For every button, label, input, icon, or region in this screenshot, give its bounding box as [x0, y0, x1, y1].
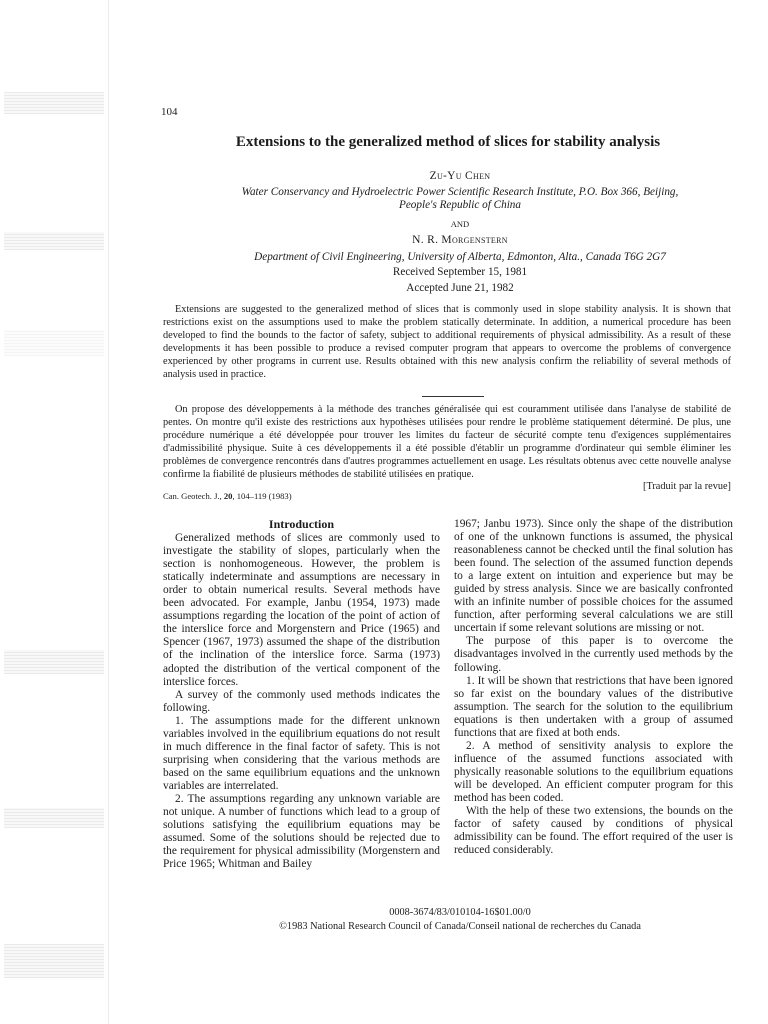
citation-volume: 20	[223, 491, 233, 501]
translator-note: [Traduit par la revue]	[643, 481, 731, 492]
author-name: Zu-Yu Chen	[429, 170, 491, 182]
scan-smudge	[4, 330, 104, 356]
page-fold-line	[108, 0, 109, 1024]
author-affiliation: Department of Civil Engineering, University of Alberta, Edmonton, Alta., Canada T6G 2G7	[254, 251, 666, 263]
citation-prefix: Can. Geotech. J.,	[163, 491, 224, 501]
received-date: Received September 15, 1981	[392, 266, 528, 278]
author-name: N. R. Morgenstern	[412, 234, 508, 246]
author-affiliation: Water Conservancy and Hydroelectric Power Scientific Research Institute, P.O. Box 366, Beijing,	[241, 186, 679, 198]
accepted-date: Accepted June 21, 1982	[406, 282, 514, 294]
author-affiliation: People's Republic of China	[398, 199, 521, 211]
body-paragraph: Generalized methods of slices are commonly used to investigate the stability of slopes, particularly when the section is nonhomogeneous. However, the problem is statically indeterminate and assumptions are necessary in order to obtain numerical results. Several methods have been advocated. For example, Janbu (1954, 1973) made assumptions regarding the location of the point of action of the interslice force and Morgenstern and Price (1965) and Spencer (1967, 1973) assumed the shape of the distribution of the inclination of the interslice force. Sarma (1973) adopted the distribution of the vertical component of the interslice forces.	[163, 532, 440, 688]
scan-smudge	[4, 232, 104, 250]
journal-citation	[163, 491, 292, 501]
footer-copyright: ©1983 National Research Council of Canada/Conseil national de recherches du Canada	[279, 921, 641, 932]
abstract-english-text: Extensions are suggested to the generalized method of slices that is commonly used in slope stability analysis. It is shown that restrictions exist on the assumptions used to make the problem statically determinate. In addition, a numerical procedure has been developed to find the bounds to the factor of safety, subject to additional requirements of physical admissibility. As a result of these developments it has been possible to produce a revised computer program that appears to overcome the problems of convergence experienced by other programs in current use. Results obtained with this new analysis confirm the reliability of several methods of analysis used in practice.	[163, 304, 731, 380]
body-column-right	[454, 518, 733, 857]
body-paragraph: 1. It will be shown that restrictions that have been ignored so far exist on the boundary values of the distributive assumption. The search for the solution to the equilibrium equations is then undertaken with a group of assumed functions that are fixed at both ends.	[454, 674, 733, 739]
body-paragraph: 1. The assumptions made for the different unknown variables involved in the equilibrium equations do not result in much difference in the final factor of safety. This is not surprising when considering that the various methods are based on the same equilibrium equations and the unknown variables are interrelated.	[163, 714, 440, 792]
citation-suffix: , 104–119 (1983)	[232, 491, 292, 501]
abstract-french-text: On propose des développements à la méthode des tranches généralisée qui est couramment utilisée dans l'analyse de stabilité de pentes. On montre qu'il existe des restrictions aux hypothèses utilisées pour rendre le problème statiquement déterminé. De plus, une procédure numérique a été développée pour trouver les limites du facteur de sécurité compte tenu d'exigences supplémentaires d'admissibilité physique. Suite à ces développements il a été possible d'établir un programme d'ordinateur qui semble éliminer les problèmes de convergence rencontrés dans d'autres programmes actuellement en usage. Les résultats obtenus avec cette nouvelle analyse confirme la fiabilité de plusieurs méthodes de stabilité utilisées en pratique.	[163, 404, 731, 480]
scan-smudge	[4, 650, 104, 674]
page-number: 104	[161, 106, 178, 118]
body-paragraph: The purpose of this paper is to overcome the disadvantages involved in the currently used methods by the following.	[454, 635, 733, 674]
abstract-english	[163, 303, 731, 381]
scan-margin	[0, 0, 112, 1024]
paper-title: Extensions to the generalized method of slices for stability analysis	[235, 134, 661, 150]
footer-code: 0008-3674/83/010104-16$01.00/0	[389, 907, 531, 918]
scan-smudge	[4, 808, 104, 828]
body-paragraph: A survey of the commonly used methods indicates the following.	[163, 688, 440, 714]
and-separator: AND	[450, 219, 470, 229]
body-paragraph: 2. A method of sensitivity analysis to explore the influence of the assumed functions associated with physically reasonable solutions to the equilibrium equations will be developed. An efficient computer program for this method has been coded.	[454, 739, 733, 804]
scan-smudge	[4, 92, 104, 114]
section-heading: Introduction	[268, 517, 335, 531]
body-paragraph: 2. The assumptions regarding any unknown variable are not unique. A number of functions which lead to a group of solutions satisfying the equilibrium equations may be assumed. Some of the solutions should be rejected due to the requirement for physical admissibility (Morgenstern and Price 1965; Whitman and Bailey	[163, 792, 440, 871]
scan-smudge	[4, 944, 104, 978]
abstract-french	[163, 403, 731, 481]
body-paragraph: With the help of these two extensions, the bounds on the factor of safety caused by conditions of physical admissibility can be found. The effort required of the user is reduced considerably.	[454, 805, 733, 857]
body-paragraph: 1967; Janbu 1973). Since only the shape of the distribution of one of the unknown functions is assumed, the physical reasonableness cannot be checked until the final solution has been found. The selection of the assumed function depends to a large extent on intuition and experience but may be guided by stress analysis. Since we are basically confronted with an infinite number of possible choices for the assumed function, after performing several calculations we are still uncertain if some relevant solutions are missing or not.	[454, 518, 733, 635]
abstract-divider	[422, 396, 484, 397]
body-column-left	[163, 518, 440, 871]
